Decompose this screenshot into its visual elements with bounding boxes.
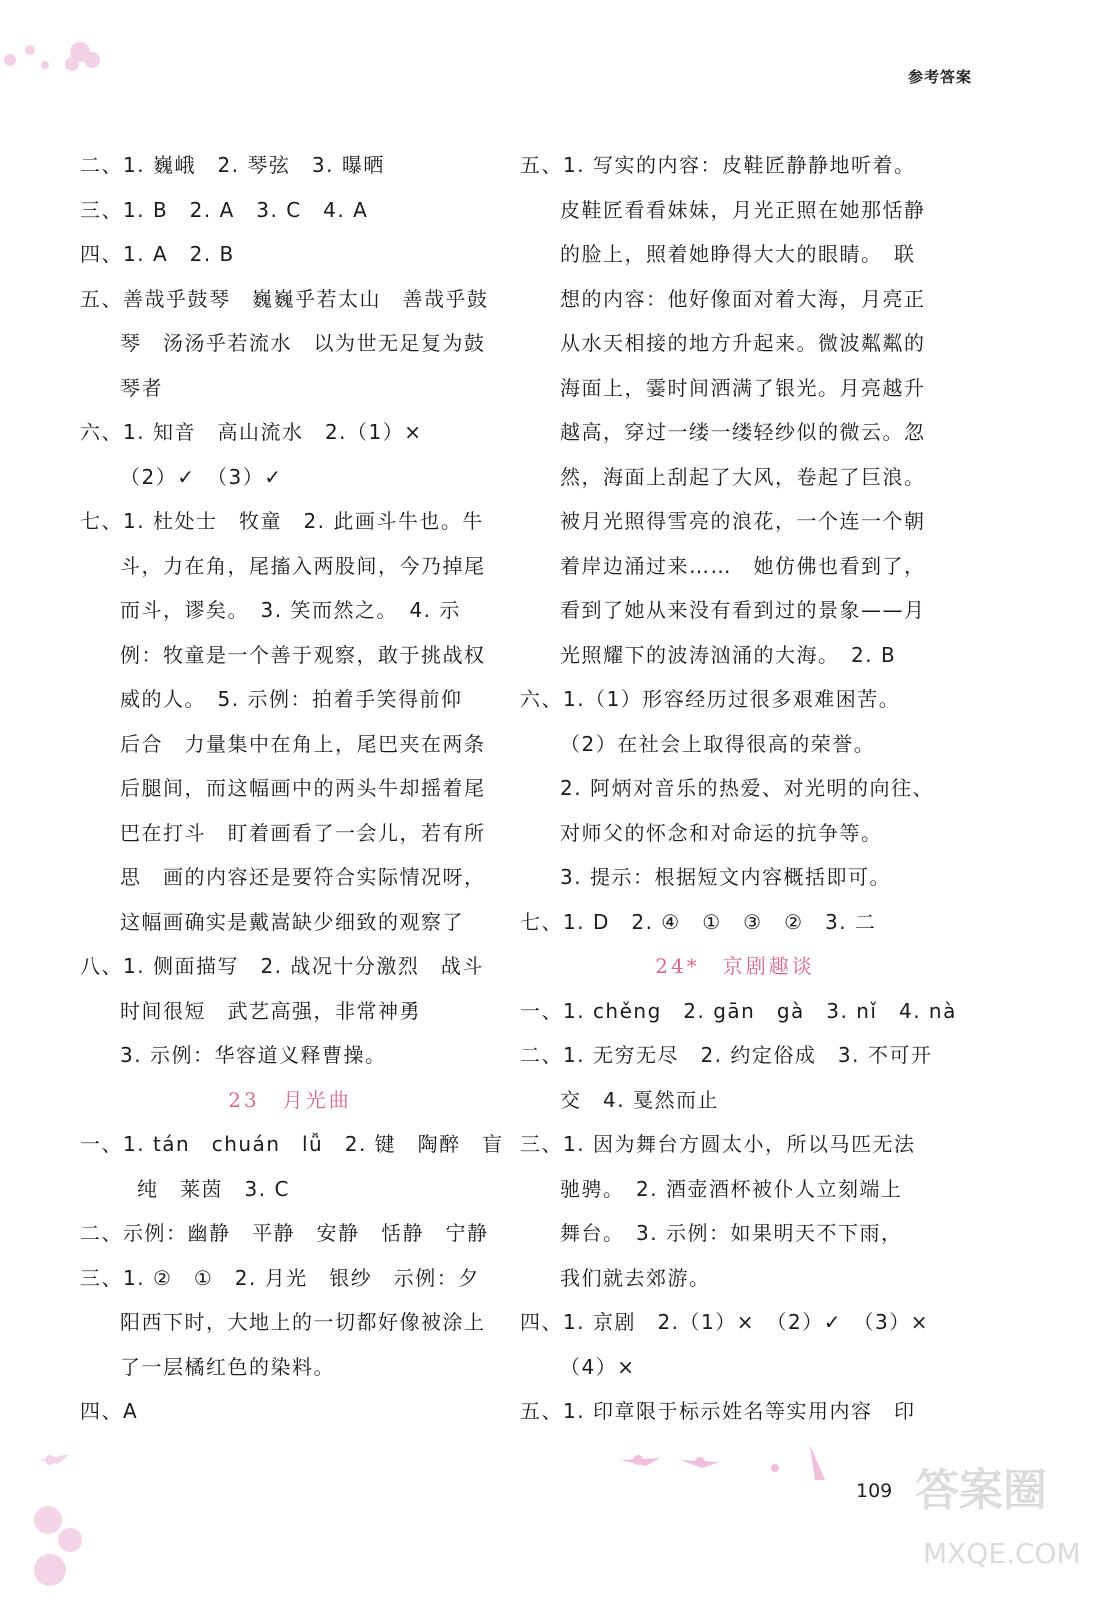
page-header-title: 参考答案 (907, 68, 972, 86)
answer-line: 五、善哉乎鼓琴 巍巍乎若太山 善哉乎鼓 (80, 286, 489, 311)
answer-line: 想的内容：他好像面对着大海，月亮正 (560, 286, 926, 311)
answer-line: 然，海面上刮起了大风，卷起了巨浪。 (560, 464, 926, 489)
answer-line: 二、示例：幽静 平静 安静 恬静 宁静 (80, 1221, 489, 1245)
answer-line: 的脸上，照着她睁得大大的眼睛。 联 (560, 242, 916, 266)
answer-line: （2）✓ （3）✓ (120, 464, 283, 489)
answer-line: 二、1. 无穷无尽 2. 约定俗成 3. 不可开 (520, 1043, 933, 1067)
right-answer-column (520, 143, 957, 1434)
answer-line: 我们就去郊游。 (560, 1265, 711, 1290)
answer-line: 五、1. 写实的内容：皮鞋匠静静地听着。 (520, 153, 916, 177)
answer-line: 琴 汤汤乎若流水 以为世无足复为鼓 (120, 331, 486, 355)
left-answer-column (80, 143, 504, 1434)
svg-text:答案圈: 答案圈 (915, 1465, 1047, 1516)
answer-line: 六、1.（1）形容经历过很多艰难困苦。 (520, 687, 901, 711)
top-left-flower-decoration (0, 30, 120, 100)
answer-line: 后合 力量集中在角上，尾巴夹在两条 (120, 731, 486, 756)
answer-line: 3. 示例：华容道义释曹操。 (120, 1043, 387, 1067)
section-title: 24* 京剧趣谈 (655, 954, 815, 978)
answer-line: 被月光照得雪亮的浪花，一个连一个朝 (560, 509, 926, 533)
answer-line: 三、1. B 2. A 3. C 4. A (80, 197, 369, 222)
answer-line: 交 4. 戛然而止 (560, 1087, 719, 1112)
answer-line: 看到了她从来没有看到过的景象——月 (560, 598, 926, 622)
answer-line: 舞台。 3. 示例：如果明天不下雨， (560, 1221, 903, 1245)
answer-line: 皮鞋匠看看妹妹，月光正照在她那恬静 (560, 197, 926, 222)
answer-line: 对师父的怀念和对命运的抗争等。 (560, 820, 883, 845)
answer-line: 六、1. 知音 高山流水 2.（1）× (80, 420, 423, 444)
answer-line: （2）在社会上取得很高的荣誉。 (560, 731, 876, 756)
answer-line: 四、1. A 2. B (80, 242, 235, 266)
answer-line: 例：牧童是一个善于观察，敢于挑战权 (120, 642, 486, 667)
answer-line: 七、1. D 2. ④ ① ③ ② 3. 二 (520, 909, 877, 934)
answer-line: 纯 莱茵 3. C (137, 1176, 290, 1201)
answer-line: 一、1. tán chuán lǚ 2. 键 陶醉 盲 (80, 1132, 504, 1156)
answer-line: 而斗，谬矣。 3. 笑而然之。 4. 示 (120, 598, 461, 622)
answer-line: 时间很短 武艺高强，非常神勇 (120, 998, 421, 1023)
answer-line: 3. 提示：根据短文内容概括即可。 (560, 865, 891, 889)
watermark-logo (905, 1445, 1085, 1585)
answer-line: 着岸边涌过来…… 她仿佛也看到了， (560, 553, 926, 578)
answer-line: 三、1. 因为舞台方圆太小，所以马匹无法 (520, 1132, 916, 1156)
answer-line: 一、1. chěng 2. gān gà 3. nǐ 4. nà (520, 998, 957, 1023)
answer-line: 琴者 (120, 375, 163, 400)
answer-line: 斗，力在角，尾搐入两股间，今乃掉尾 (120, 553, 486, 578)
answer-line: 四、1. 京剧 2.（1）× （2）✓ （3）× (520, 1310, 929, 1334)
answer-line: 二、1. 巍峨 2. 琴弦 3. 曝晒 (80, 153, 385, 177)
answer-line: 从水天相接的地方升起来。微波粼粼的 (560, 331, 926, 355)
answer-line: 威的人。 5. 示例：拍着手笑得前仰 (120, 687, 463, 711)
answer-line: （4）× (560, 1354, 636, 1379)
answer-line: 三、1. ② ① 2. 月光 银纱 示例：夕 (80, 1265, 480, 1290)
bottom-center-flower-decoration (610, 1440, 850, 1500)
section-title: 23 月光曲 (228, 1087, 352, 1112)
answer-line: 后腿间，而这幅画中的两头牛却摇着尾 (120, 776, 486, 800)
svg-text:MXQE.COM: MXQE.COM (923, 1537, 1081, 1570)
answer-line: 驰骋。 2. 酒壶酒杯被仆人立刻端上 (560, 1176, 903, 1201)
answer-line: 巴在打斗 盯着画看了一会儿，若有所 (120, 820, 486, 845)
answer-line: 这幅画确实是戴嵩缺少细致的观察了 (120, 909, 464, 934)
answer-line: 越高，穿过一缕一缕轻纱似的微云。忽 (560, 420, 926, 444)
answer-line: 海面上，霎时间洒满了银光。月亮越升 (560, 375, 926, 400)
answer-line: 四、A (80, 1399, 139, 1423)
answer-line: 五、1. 印章限于标示姓名等实用内容 印 (520, 1399, 916, 1423)
answer-line: 八、1. 侧面描写 2. 战况十分激烈 战斗 (80, 954, 484, 978)
answer-line: 思 画的内容还是要符合实际情况呀， (120, 865, 486, 889)
bottom-left-flower-decoration (30, 1430, 150, 1590)
answer-line: 七、1. 杜处士 牧童 2. 此画斗牛也。牛 (80, 509, 484, 533)
answer-line: 光照耀下的波涛汹涌的大海。 2. B (560, 642, 897, 667)
answer-line: 了一层橘红色的染料。 (120, 1354, 335, 1379)
page-number: 109 (856, 1480, 893, 1502)
answer-line: 2. 阿炳对音乐的热爱、对光明的向往、 (560, 776, 934, 800)
answer-line: 阳西下时，大地上的一切都好像被涂上 (120, 1310, 486, 1334)
